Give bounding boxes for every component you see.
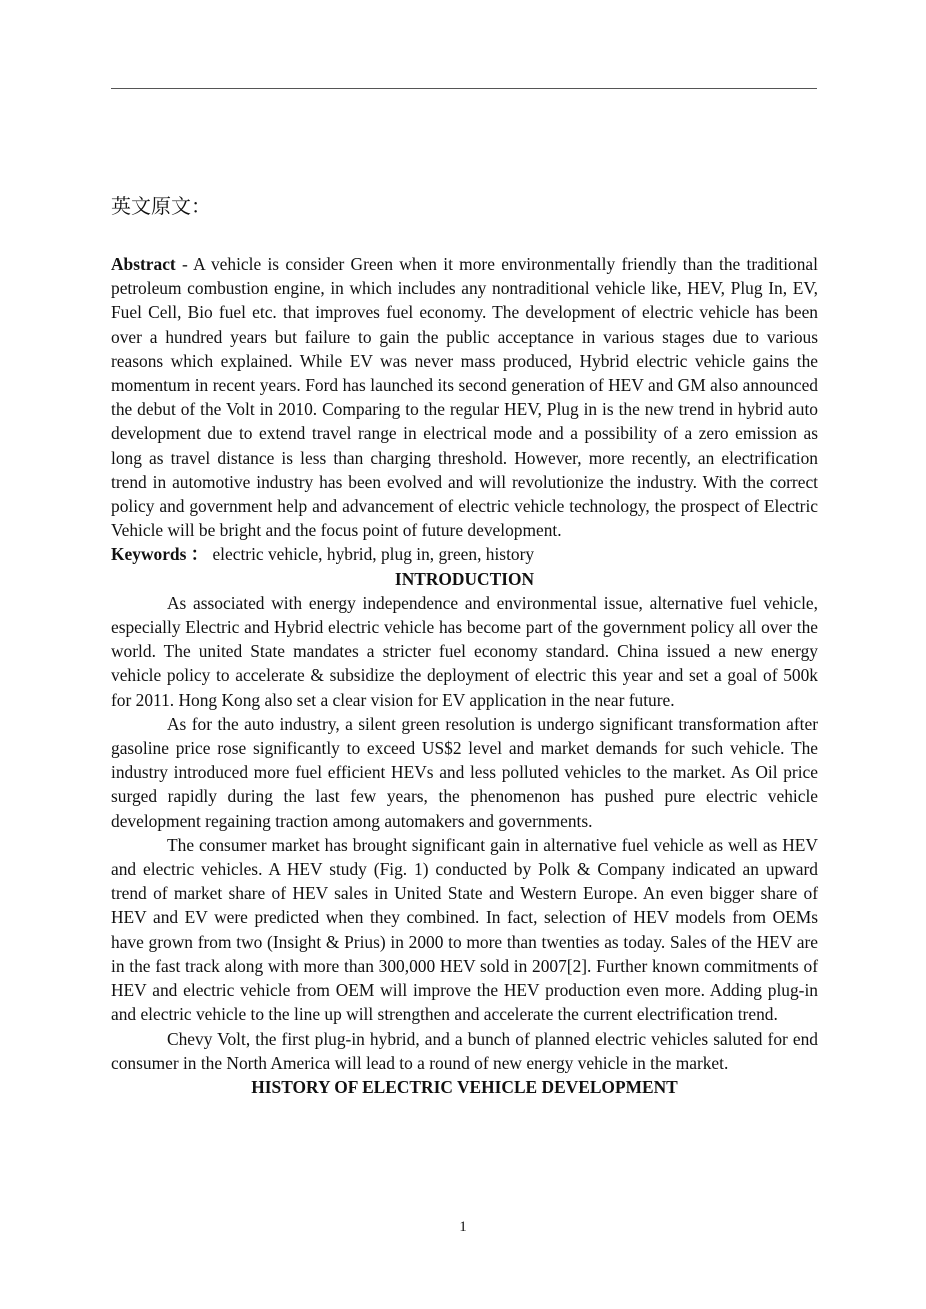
keywords-line [111,542,818,566]
document-body [111,252,818,1099]
section-label: 英文原文： [111,194,211,218]
intro-paragraph-1: As associated with energy independence and environmental issue, alternative fuel vehicle, especially Electric and Hybrid electric vehicle has become part of the government policy all over the world. The united State mandates a stricter fuel economy standard. China issued a new energy vehicle policy to accelerate & subsidize the deployment of electric this year and set a goal of 500k for 2011. Hong Kong also set a clear vision for EV application in the near future. [111,592,818,710]
page-number: 1 [459,1219,467,1235]
introduction-heading: INTRODUCTION [394,568,535,589]
abstract-paragraph [111,252,818,542]
keywords-text: electric vehicle, hybrid, plug in, green, history [212,544,535,565]
abstract-text: - A vehicle is consider Green when it more environmentally friendly than the traditional petroleum combustion engine, in which includes any nontraditional vehicle like, HEV, Plug In, EV, Fuel Cell, Bio fuel etc. that improves fuel economy. The development of electric vehicle has been over a hundred years but failure to gain the public acceptance in various stages due to various reasons which explained. While EV was never mass produced, Hybrid electric vehicle gains the momentum in recent years. Ford has launched its second generation of HEV and GM also announced the debut of the Volt in 2010. Comparing to the regular HEV, Plug in is the new trend in hybrid auto development due to extend travel range in electrical mode and a possibility of a zero emission as long as travel distance is less than charging threshold. However, more recently, an electrification trend in automotive industry has been evolved and will revolutionize the industry. With the correct policy and government help and advancement of electric vehicle technology, the prospect of Electric Vehicle will be bright and the focus point of future development. [111,254,818,541]
abstract-label: Abstract [111,254,176,274]
intro-paragraph-2: As for the auto industry, a silent green resolution is undergo significant transformation after gasoline price rose significantly to exceed US$2 level and market demands for such vehicle. The industry introduced more fuel efficient HEVs and less polluted vehicles to the market. As Oil price surged rapidly during the last few years, the phenomenon has pushed pure electric vehicle development regaining traction among automakers and governments. [111,713,818,831]
header-rule [111,88,817,89]
history-heading: HISTORY OF ELECTRIC VEHICLE DEVELOPMENT [251,1076,678,1097]
intro-paragraph-4: Chevy Volt, the first plug-in hybrid, and a bunch of planned electric vehicles saluted for end consumer in the North America will lead to a round of new energy vehicle in the market. [111,1028,818,1073]
keywords-label: Keywords ： [111,544,209,565]
intro-paragraph-3: The consumer market has brought significant gain in alternative fuel vehicle as well as HEV and electric vehicles. A HEV study (Fig. 1) conducted by Polk & Company indicated an upward trend of market share of HEV sales in United State and Western Europe. An even bigger share of HEV and EV were predicted when they combined. In fact, selection of HEV models from OEMs have grown from two (Insight & Prius) in 2000 to more than twenties as today. Sales of the HEV are in the fast track along with more than 300,000 HEV sold in 2007[2]. Further known commitments of HEV and electric vehicle from OEM will improve the HEV production even more. Adding plug-in and electric vehicle to the line up will strengthen and accelerate the current electrification trend. [111,834,818,1025]
